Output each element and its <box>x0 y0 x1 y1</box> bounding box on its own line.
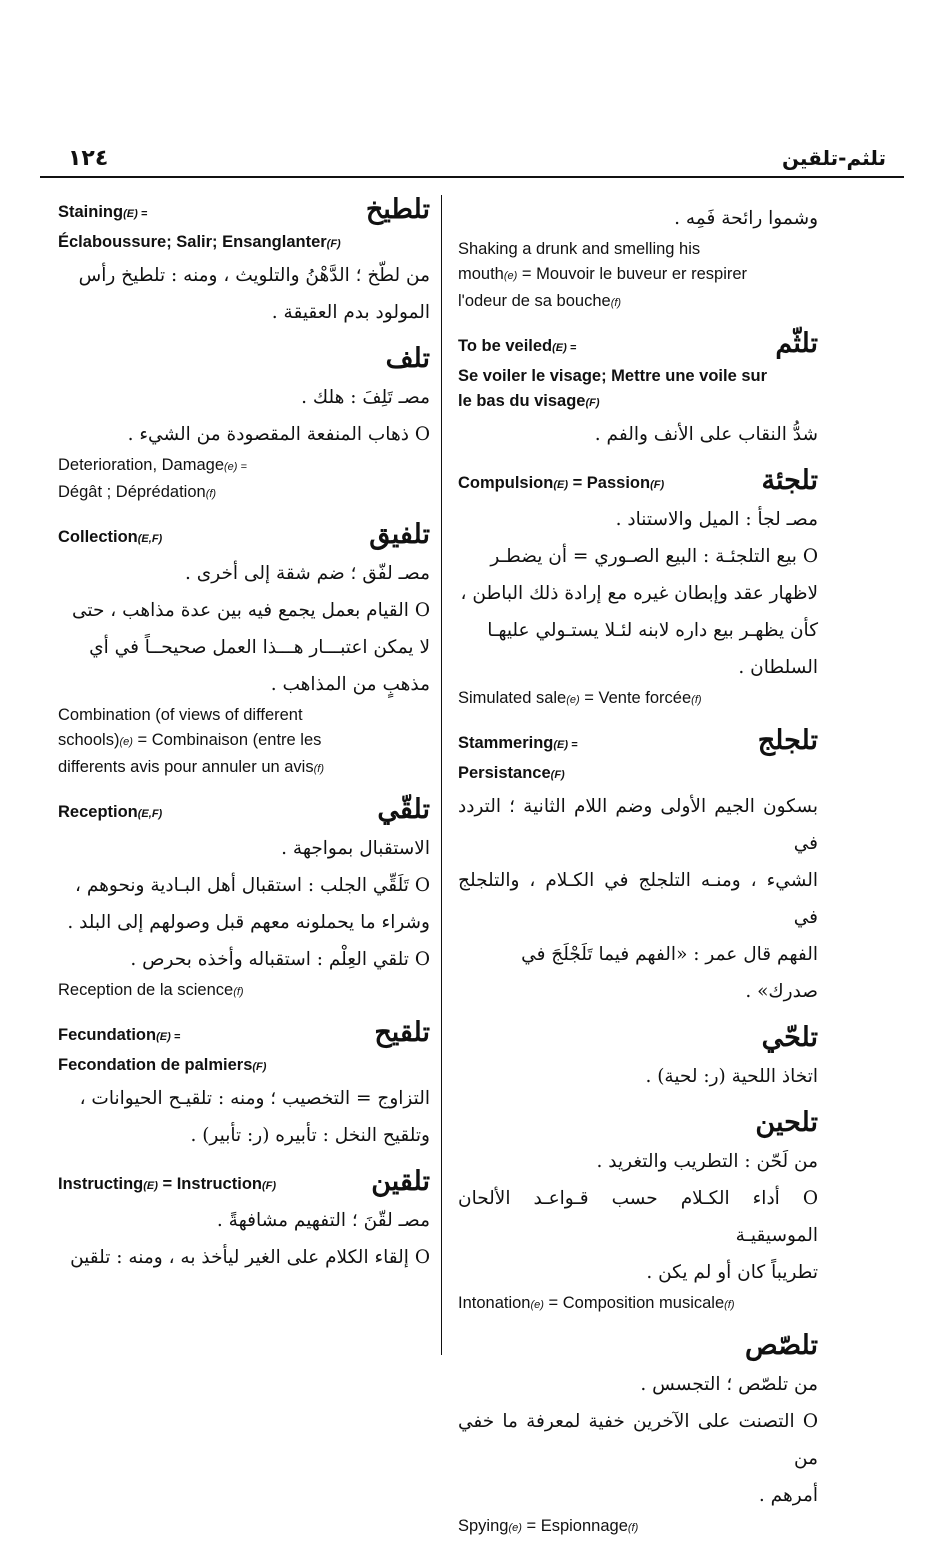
arabic-definition: وشراء ما يحملونه معهم قبل وصولهم إلى البلد . <box>67 912 430 933</box>
arabic-definition: لا يمكن اعتبـــار هـــذا العمل صحيحــاً في أي <box>89 637 430 658</box>
entry-talassus <box>458 1330 818 1541</box>
arabic-definition: O التصنت على الآخرين خفية لمعرفة ما خفي من <box>458 1411 818 1469</box>
headword: تلجلج <box>757 725 818 756</box>
english-term: Instructing(E) = Instruction(F) <box>58 1175 277 1193</box>
entry-talfiq <box>58 519 430 782</box>
headword: تلقّي <box>377 794 430 825</box>
arabic-definition: أمرهم . <box>758 1485 818 1506</box>
english-term: Compulsion(E) = Passion(F) <box>458 474 665 492</box>
arabic-definition: لاظهار عقد وإبطان غيره مع إرادة ذلك الباطن ، <box>460 583 818 604</box>
headword: تلحين <box>755 1107 818 1138</box>
translation: Simulated sale(e) = Vente forcée(f) <box>458 689 702 707</box>
english-term: Staining(E) = <box>58 203 148 221</box>
french-term: Se voiler le visage; Mettre une voile sur <box>458 367 768 385</box>
entry-talaf <box>58 343 430 507</box>
english-term: To be veiled(E) = <box>458 337 577 355</box>
arabic-definition: كأن يظهـر بيع داره لابنه لئـلا يستـولي عليهـا <box>487 620 818 641</box>
translation: schools)(e) = Combinaison (entre les <box>58 731 322 749</box>
english-term: Collection(E,F) <box>58 528 163 546</box>
translation: Reception de la science(f) <box>58 981 244 999</box>
arabic-definition: المولود بدم العقيقة . <box>271 302 430 323</box>
header-rule <box>40 176 904 178</box>
arabic-definition: اتخاذ اللحية (ر: لحية) . <box>645 1066 818 1087</box>
translation: Combination (of views of different <box>58 706 303 724</box>
english-term: Reception(E,F) <box>58 803 163 821</box>
headword: تلقين <box>371 1166 430 1197</box>
arabic-definition: السلطان . <box>738 657 818 678</box>
page-header <box>40 138 904 178</box>
french-term: Persistance(F) <box>458 764 565 782</box>
translation: Dégât ; Déprédation(f) <box>58 483 217 501</box>
page-number: ١٢٤ <box>68 146 109 171</box>
arabic-definition: شدُّ النقاب على الأنف والفم . <box>594 424 818 445</box>
arabic-definition: من تلصّص ؛ التجسس . <box>640 1374 818 1395</box>
arabic-definition: مصـ لقّنَ ؛ التفهيم مشافهةً . <box>216 1210 430 1231</box>
translation: mouth(e) = Mouvoir le buveur er respirer <box>458 265 748 283</box>
headword: تلحّي <box>761 1022 818 1053</box>
arabic-definition: مصـ لجأ : الميل والاستناد . <box>615 509 818 530</box>
arabic-definition: الشيء ، ومنـه التلجلج في الكـلام ، والتلجلج في <box>458 870 818 928</box>
entry-talqin <box>58 1166 430 1276</box>
french-term: Fecondation de palmiers(F) <box>58 1056 267 1074</box>
column-divider <box>441 195 442 1355</box>
entry-talqih <box>58 1017 430 1154</box>
translation: Deterioration, Damage(e) = <box>58 456 247 474</box>
entry-talahhi <box>458 1022 818 1095</box>
headword: تلفيق <box>369 519 430 550</box>
headword: تلطيخ <box>365 194 430 225</box>
arabic-definition: تطريباً كان أو لم يكن . <box>646 1262 818 1283</box>
headword: تلقيح <box>374 1017 430 1048</box>
arabic-definition: التزاوج = التخصيب ؛ ومنه : تلقيـح الحيوانات ، <box>79 1088 430 1109</box>
headword: تلثّم <box>775 328 818 359</box>
translation: Spying(e) = Espionnage(f) <box>458 1517 639 1535</box>
translation: Shaking a drunk and smelling his <box>458 240 701 258</box>
running-title: تلثم-تلقين <box>781 146 886 170</box>
headword: تلف <box>385 343 430 374</box>
english-term: Fecundation(E) = <box>58 1026 181 1044</box>
arabic-definition: O تلقي العِلْم : استقباله وأخذه بحرص . <box>130 949 430 970</box>
entry-talaththum <box>458 328 818 453</box>
arabic-definition: O إلقاء الكلام على الغير ليأخذ به ، ومنه : تلقين <box>70 1247 430 1268</box>
left-column <box>58 194 430 1294</box>
entry-continuation <box>458 200 818 316</box>
right-column <box>458 200 818 1559</box>
entry-taljia <box>458 465 818 713</box>
headword: تلجئة <box>761 465 818 496</box>
french-term: Éclaboussure; Salir; Ensanglanter(F) <box>58 233 341 251</box>
arabic-definition: بسكون الجيم الأولى وضم اللام الثانية ؛ التردد في <box>458 796 818 854</box>
arabic-definition: O تَلَقِّي الجلب : استقبال أهل البـادية ونحوهم ، <box>74 875 430 896</box>
arabic-definition: الفهم قال عمر : «الفهم فيما تَلَجْلَجَ في صدرك» . <box>521 944 818 1002</box>
arabic-definition: مصـ تَلِفَ : هلك . <box>301 387 430 408</box>
english-term: Stammering(E) = <box>458 734 578 752</box>
entry-talaqqi <box>58 794 430 1005</box>
arabic-definition: مذهبٍ من المذاهب . <box>270 674 430 695</box>
entry-taltikh <box>58 194 430 331</box>
arabic-definition: O القيام بعمل يجمع فيه بين عدة مذاهب ، حتى <box>71 600 430 621</box>
entry-talhin <box>458 1107 818 1318</box>
translation: Intonation(e) = Composition musicale(f) <box>458 1294 735 1312</box>
arabic-definition: O بيع التلجئـة : البيع الصـوري = أن يضطـر <box>490 546 818 567</box>
arabic-definition: O ذهاب المنفعة المقصودة من الشيء . <box>127 424 430 445</box>
arabic-definition: وتلقيح النخل : تأبيره (ر: تأبير) . <box>190 1125 430 1146</box>
translation: l'odeur de sa bouche(f) <box>458 292 622 310</box>
arabic-definition: O أداء الكـلام حسب قـواعـد الألحان الموسيقيـة <box>458 1188 818 1246</box>
entry-taljluj <box>458 725 818 1010</box>
arabic-definition: الاستقبال بمواجهة . <box>281 838 430 859</box>
arabic-definition: من لطّخ ؛ الدَّهْنُ والتلويث ، ومنه : تلطيخ رأس <box>78 265 430 286</box>
translation: differents avis pour annuler un avis(f) <box>58 758 324 776</box>
arabic-definition: وشموا رائحة فَمِه . <box>674 208 818 229</box>
arabic-definition: من لَحّن : التطريب والتغريد . <box>596 1151 818 1172</box>
arabic-definition: مصـ لفّق ؛ ضم شقة إلى أخرى . <box>185 563 430 584</box>
headword: تلصّص <box>745 1330 818 1361</box>
french-term: le bas du visage(F) <box>458 392 600 410</box>
